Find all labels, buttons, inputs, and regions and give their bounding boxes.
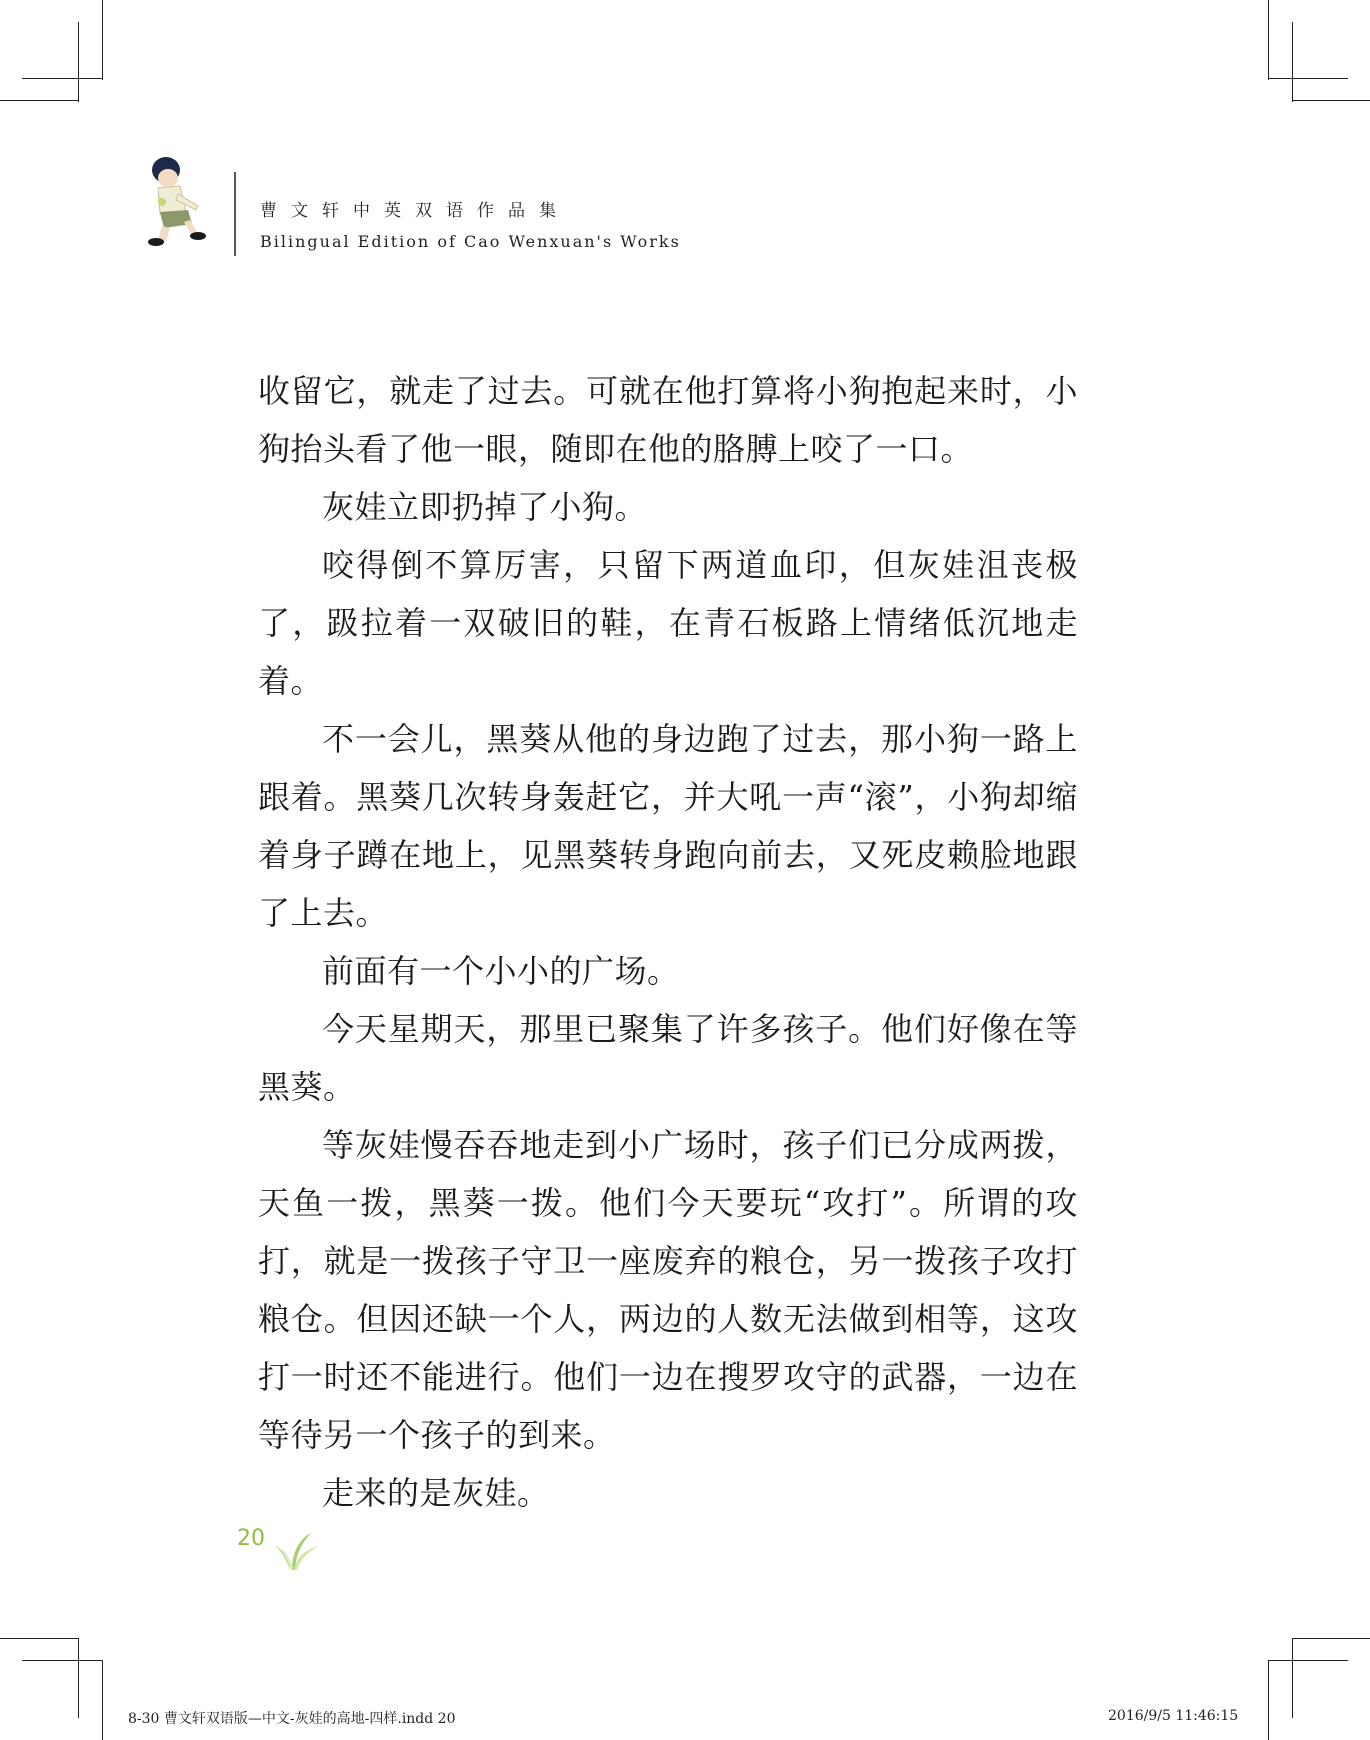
crop-mark (78, 22, 79, 102)
paragraph: 走来的是灰娃。 (322, 1474, 550, 1512)
crop-mark (102, 0, 103, 80)
boy-illustration (140, 150, 220, 250)
crop-mark (78, 1638, 79, 1718)
paragraph: 等灰娃慢吞吞地走到小广场时，孩子们已分成两拨，天鱼一拨，黑葵一拨。他们今天要玩“攻打”。所谓的攻打，就是一拨孩子守卫一座废弃的粮仓，另一拨孩子攻打粮仓。但因还缺一个人，两边的人数无法做到相等，这攻打一时还不能进行。他们一边在搜罗攻守的武器，一边在等待另一个孩子的到来。 (258, 1126, 1078, 1454)
story-body (258, 362, 1078, 1522)
paragraph: 前面有一个小小的广场。 (322, 952, 680, 990)
series-title-chinese: 曹文轩中英双语作品集 (260, 201, 570, 221)
running-header (140, 150, 840, 260)
paragraph: 咬得倒不算厉害，只留下两道血印，但灰娃沮丧极了，趿拉着一双破旧的鞋，在青石板路上情绪低沉地走着。 (258, 546, 1078, 700)
crop-mark (1292, 1638, 1370, 1639)
crop-mark (0, 1638, 78, 1639)
header-divider (234, 172, 236, 256)
crop-mark (1292, 22, 1293, 102)
series-title-english: Bilingual Edition of Cao Wenxuan's Works (260, 232, 681, 251)
paragraph: 不一会儿，黑葵从他的身边跑了过去，那小狗一路上跟着。黑葵几次转身轰赶它，并大吼一声“滚”，小狗却缩着身子蹲在地上，见黑葵转身跑向前去，又死皮赖脸地跟了上去。 (258, 720, 1078, 932)
crop-mark (0, 100, 78, 101)
crop-mark (22, 78, 102, 79)
paragraph: 收留它，就走了过去。可就在他打算将小狗抱起来时，小狗抬头看了他一眼，随即在他的胳膊上咬了一口。 (258, 372, 1078, 468)
paragraph: 灰娃立即扔掉了小狗。 (322, 488, 648, 526)
page-number: 20 (237, 1526, 265, 1551)
print-slug-file: 8-30 曹文轩双语版—中文-灰娃的高地-四样.indd 20 (128, 1711, 456, 1727)
crop-mark (1268, 1660, 1269, 1740)
crop-mark (102, 1660, 103, 1740)
crop-mark (1268, 1660, 1348, 1661)
paragraph: 今天星期天，那里已聚集了许多孩子。他们好像在等黑葵。 (258, 1010, 1078, 1106)
crop-mark (1292, 1638, 1293, 1718)
print-slug-timestamp: 2016/9/5 11:46:15 (1108, 1708, 1239, 1724)
crop-mark (1268, 78, 1348, 79)
crop-mark (22, 1660, 102, 1661)
crop-mark (1268, 0, 1269, 80)
crop-mark (1292, 100, 1370, 101)
grass-leaf-icon (272, 1524, 320, 1572)
